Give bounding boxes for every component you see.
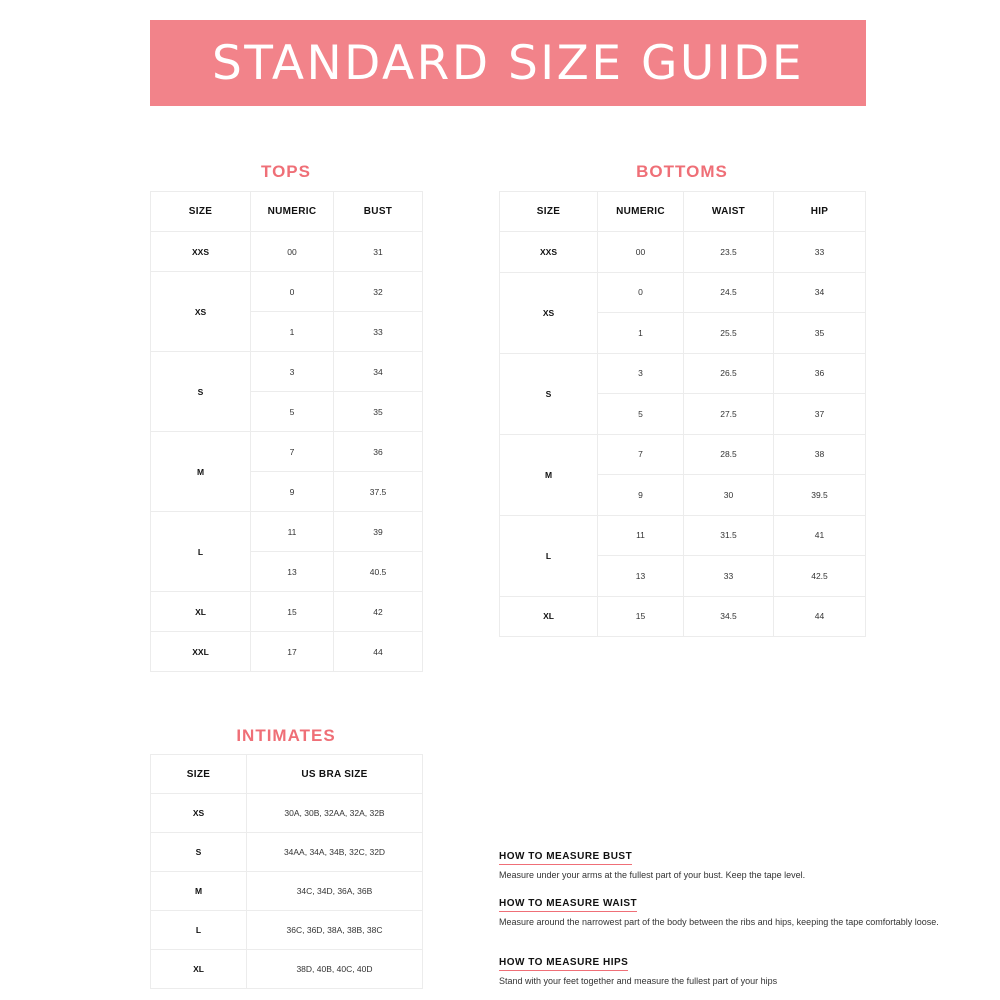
- bottoms-value-cell: 27.5: [684, 394, 774, 435]
- tops-value-cell: 37.5: [334, 472, 423, 512]
- bottoms-header-size: SIZE: [500, 192, 598, 232]
- table-row: [151, 272, 423, 312]
- table-row: [500, 232, 866, 273]
- tops-title: TOPS: [261, 162, 311, 181]
- bottoms-value-cell: 25.5: [684, 313, 774, 354]
- table-row: [151, 872, 423, 911]
- bottoms-value-cell: 28.5: [684, 434, 774, 475]
- bottoms-value-cell: 15: [598, 596, 684, 637]
- bottoms-value-cell: 34: [774, 272, 866, 313]
- tops-value-cell: 33: [334, 312, 423, 352]
- intimates-bra-cell: 38D, 40B, 40C, 40D: [247, 950, 423, 989]
- intimates-header-size: SIZE: [151, 755, 247, 794]
- bottoms-value-cell: 35: [774, 313, 866, 354]
- bottoms-value-cell: 23.5: [684, 232, 774, 273]
- bottoms-value-cell: 31.5: [684, 515, 774, 556]
- table-row: [151, 432, 423, 472]
- bottoms-value-cell: 34.5: [684, 596, 774, 637]
- bottoms-value-cell: 24.5: [684, 272, 774, 313]
- bottoms-value-cell: 3: [598, 353, 684, 394]
- bottoms-value-cell: 1: [598, 313, 684, 354]
- tops-size-cell: S: [151, 352, 251, 432]
- measure-hips-block: [499, 952, 939, 987]
- bottoms-value-cell: 0: [598, 272, 684, 313]
- bottoms-value-cell: 37: [774, 394, 866, 435]
- bottoms-value-cell: 36: [774, 353, 866, 394]
- bottoms-size-cell: S: [500, 353, 598, 434]
- bottoms-header-numeric: NUMERIC: [598, 192, 684, 232]
- tops-value-cell: 39: [334, 512, 423, 552]
- bottoms-value-cell: 11: [598, 515, 684, 556]
- bottoms-value-cell: 39.5: [774, 475, 866, 516]
- tops-value-cell: 13: [251, 552, 334, 592]
- table-row: [151, 632, 423, 672]
- intimates-size-cell: M: [151, 872, 247, 911]
- tops-value-cell: 36: [334, 432, 423, 472]
- intimates-bra-cell: 30A, 30B, 32AA, 32A, 32B: [247, 794, 423, 833]
- bottoms-title: BOTTOMS: [636, 162, 728, 181]
- table-row: [151, 833, 423, 872]
- bottoms-value-cell: 33: [774, 232, 866, 273]
- bottoms-size-cell: XL: [500, 596, 598, 637]
- tops-value-cell: 35: [334, 392, 423, 432]
- bottoms-value-cell: 00: [598, 232, 684, 273]
- bottoms-value-cell: 26.5: [684, 353, 774, 394]
- table-row: [500, 353, 866, 394]
- table-row: [151, 911, 423, 950]
- measure-waist-text: Measure around the narrowest part of the body between the ribs and hips, keeping the tape comfortably loose.: [499, 917, 939, 927]
- intimates-size-cell: XL: [151, 950, 247, 989]
- table-row: [500, 596, 866, 637]
- measure-waist-title: HOW TO MEASURE WAIST: [499, 898, 637, 912]
- measure-hips-text: Stand with your feet together and measure the fullest part of your hips: [499, 976, 778, 986]
- tops-value-cell: 42: [334, 592, 423, 632]
- intimates-title: INTIMATES: [236, 726, 336, 745]
- intimates-bra-cell: 36C, 36D, 38A, 38B, 38C: [247, 911, 423, 950]
- table-row: [151, 352, 423, 392]
- tops-size-cell: XXL: [151, 632, 251, 672]
- table-row: [151, 592, 423, 632]
- measure-bust-block: [499, 846, 939, 881]
- bottoms-header-hip: HIP: [774, 192, 866, 232]
- bottoms-size-cell: XXS: [500, 232, 598, 273]
- bottoms-value-cell: 38: [774, 434, 866, 475]
- measure-bust-title: HOW TO MEASURE BUST: [499, 851, 632, 865]
- bottoms-value-cell: 33: [684, 556, 774, 597]
- tops-value-cell: 15: [251, 592, 334, 632]
- tops-value-cell: 44: [334, 632, 423, 672]
- table-row: [500, 515, 866, 556]
- bottoms-table: [499, 191, 866, 637]
- table-row: [500, 434, 866, 475]
- intimates-table: [150, 754, 423, 989]
- tops-size-cell: XL: [151, 592, 251, 632]
- intimates-bra-cell: 34C, 34D, 36A, 36B: [247, 872, 423, 911]
- table-row: [151, 512, 423, 552]
- bottoms-value-cell: 5: [598, 394, 684, 435]
- bottoms-value-cell: 42.5: [774, 556, 866, 597]
- intimates-size-cell: XS: [151, 794, 247, 833]
- tops-value-cell: 40.5: [334, 552, 423, 592]
- tops-value-cell: 32: [334, 272, 423, 312]
- bottoms-value-cell: 13: [598, 556, 684, 597]
- tops-size-cell: L: [151, 512, 251, 592]
- tops-value-cell: 9: [251, 472, 334, 512]
- tops-value-cell: 5: [251, 392, 334, 432]
- measure-waist-block: [499, 893, 939, 928]
- tops-value-cell: 34: [334, 352, 423, 392]
- tops-value-cell: 11: [251, 512, 334, 552]
- tops-size-cell: XXS: [151, 232, 251, 272]
- tops-value-cell: 1: [251, 312, 334, 352]
- bottoms-header-waist: WAIST: [684, 192, 774, 232]
- tops-value-cell: 17: [251, 632, 334, 672]
- intimates-size-cell: L: [151, 911, 247, 950]
- tops-header-numeric: NUMERIC: [251, 192, 334, 232]
- tops-header-size: SIZE: [151, 192, 251, 232]
- intimates-bra-cell: 34AA, 34A, 34B, 32C, 32D: [247, 833, 423, 872]
- bottoms-value-cell: 30: [684, 475, 774, 516]
- bottoms-size-cell: XS: [500, 272, 598, 353]
- tops-size-cell: M: [151, 432, 251, 512]
- page-title: STANDARD SIZE GUIDE: [211, 35, 805, 91]
- bottoms-value-cell: 9: [598, 475, 684, 516]
- tops-table: [150, 191, 423, 672]
- bottoms-size-cell: L: [500, 515, 598, 596]
- measure-bust-text: Measure under your arms at the fullest part of your bust. Keep the tape level.: [499, 870, 806, 880]
- tops-value-cell: 7: [251, 432, 334, 472]
- tops-value-cell: 00: [251, 232, 334, 272]
- tops-value-cell: 3: [251, 352, 334, 392]
- intimates-size-cell: S: [151, 833, 247, 872]
- table-row: [151, 794, 423, 833]
- tops-size-cell: XS: [151, 272, 251, 352]
- bottoms-value-cell: 41: [774, 515, 866, 556]
- tops-value-cell: 31: [334, 232, 423, 272]
- table-row: [151, 232, 423, 272]
- table-row: [500, 272, 866, 313]
- title-banner: [150, 20, 866, 106]
- bottoms-size-cell: M: [500, 434, 598, 515]
- bottoms-value-cell: 7: [598, 434, 684, 475]
- table-row: [151, 950, 423, 989]
- bottoms-value-cell: 44: [774, 596, 866, 637]
- tops-value-cell: 0: [251, 272, 334, 312]
- intimates-header-bra: US BRA SIZE: [247, 755, 423, 794]
- measure-hips-title: HOW TO MEASURE HIPS: [499, 957, 628, 971]
- tops-header-bust: BUST: [334, 192, 423, 232]
